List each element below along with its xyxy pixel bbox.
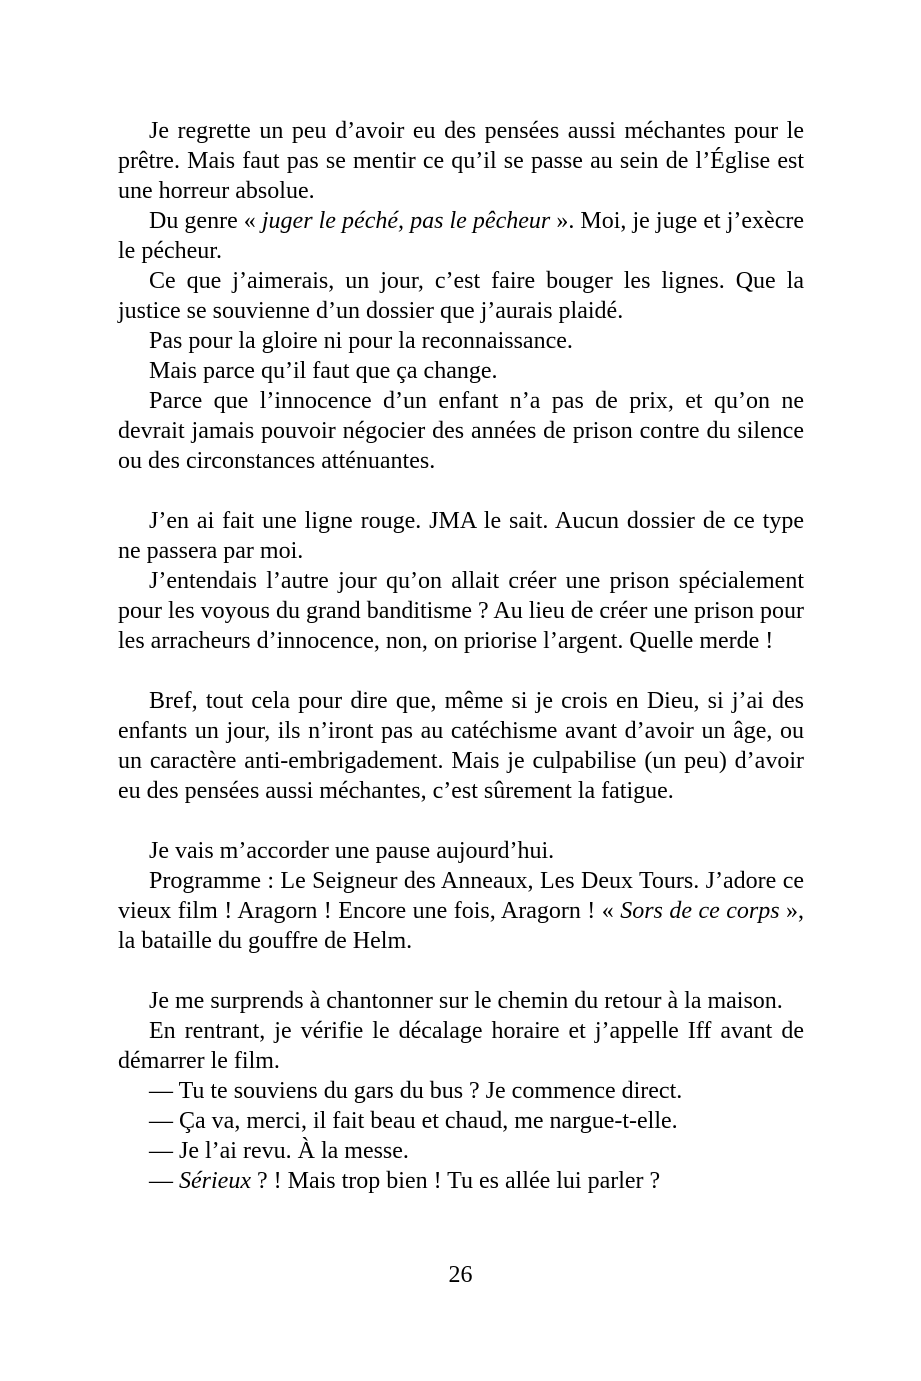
paragraph (118, 686, 804, 806)
text-run: », la bataille du gouffre de Helm. (118, 898, 805, 954)
text-run: J’entendais l’autre jour qu’on allait créer une prison spécialement pour les voyous du grand banditisme ? Au lieu de créer une prison pour les arracheurs d’innocence, non, on priorise l’argent. Quelle merde ! (118, 568, 804, 654)
paragraph-break (118, 476, 804, 506)
paragraph (118, 266, 804, 326)
text-run: Programme : Le Seigneur des Anneaux, Les Deux Tours. J’adore ce vieux film ! Aragorn ! Encore une fois, Aragorn ! « (118, 868, 804, 924)
paragraph (118, 836, 804, 866)
paragraph (118, 326, 804, 356)
text-run: Mais parce qu’il faut que ça change. (149, 358, 498, 384)
paragraph (118, 986, 804, 1016)
text-run: ». Moi, je juge et j’exècre le pécheur. (118, 208, 804, 264)
paragraph (118, 1106, 804, 1136)
text-run: — (149, 1168, 179, 1194)
text-run: Je regrette un peu d’avoir eu des pensées aussi méchantes pour le prêtre. Mais faut pas se mentir ce qu’il se passe au sein de l’Église est une horreur absolue. (118, 118, 804, 204)
text-run: ? ! Mais trop bien ! Tu es allée lui parler ? (250, 1168, 661, 1194)
paragraph (118, 206, 804, 266)
text-run: — Je l’ai revu. À la messe. (149, 1138, 409, 1164)
paragraph (118, 386, 804, 476)
text-run: Ce que j’aimerais, un jour, c’est faire bouger les lignes. Que la justice se souvienne d’un dossier que j’aurais plaidé. (118, 268, 804, 324)
text-run: Bref, tout cela pour dire que, même si je crois en Dieu, si j’ai des enfants un jour, ils n’iront pas au catéchisme avant d’avoir un âge, ou un caractère anti-embrigadement. Mais je culpabilise (un peu) d’avoir eu des pensées aussi méchantes, c’est sûrement la fatigue. (118, 688, 804, 804)
italic-text: Sors de ce corps (620, 898, 780, 924)
text-run: — Tu te souviens du gars du bus ? Je commence direct. (149, 1078, 683, 1104)
text-run: Pas pour la gloire ni pour la reconnaissance. (149, 328, 573, 354)
body-text (118, 116, 804, 1196)
text-run: Parce que l’innocence d’un enfant n’a pas de prix, et qu’on ne devrait jamais pouvoir négocier des années de prison contre du silence ou des circonstances atténuantes. (118, 388, 804, 474)
paragraph (118, 1166, 804, 1196)
text-run: En rentrant, je vérifie le décalage horaire et j’appelle Iff avant de démarrer le film. (118, 1018, 804, 1074)
paragraph (118, 1136, 804, 1166)
paragraph (118, 566, 804, 656)
paragraph (118, 506, 804, 566)
paragraph-break (118, 956, 804, 986)
paragraph (118, 356, 804, 386)
paragraph (118, 1076, 804, 1106)
text-run: J’en ai fait une ligne rouge. JMA le sait. Aucun dossier de ce type ne passera par moi. (118, 508, 804, 564)
page-number: 26 (448, 1262, 473, 1288)
text-run: — Ça va, merci, il fait beau et chaud, me nargue-t-elle. (149, 1108, 678, 1134)
paragraph-break (118, 806, 804, 836)
text-run: Du genre « (149, 208, 262, 234)
text-run: Je vais m’accorder une pause aujourd’hui. (149, 838, 555, 864)
italic-text: juger le péché, pas le pêcheur (261, 208, 551, 234)
text-run: Je me surprends à chantonner sur le chemin du retour à la maison. (149, 988, 783, 1014)
italic-text: Sérieux (179, 1168, 251, 1194)
paragraph (118, 1016, 804, 1076)
paragraph (118, 116, 804, 206)
paragraph-break (118, 656, 804, 686)
paragraph (118, 866, 804, 956)
